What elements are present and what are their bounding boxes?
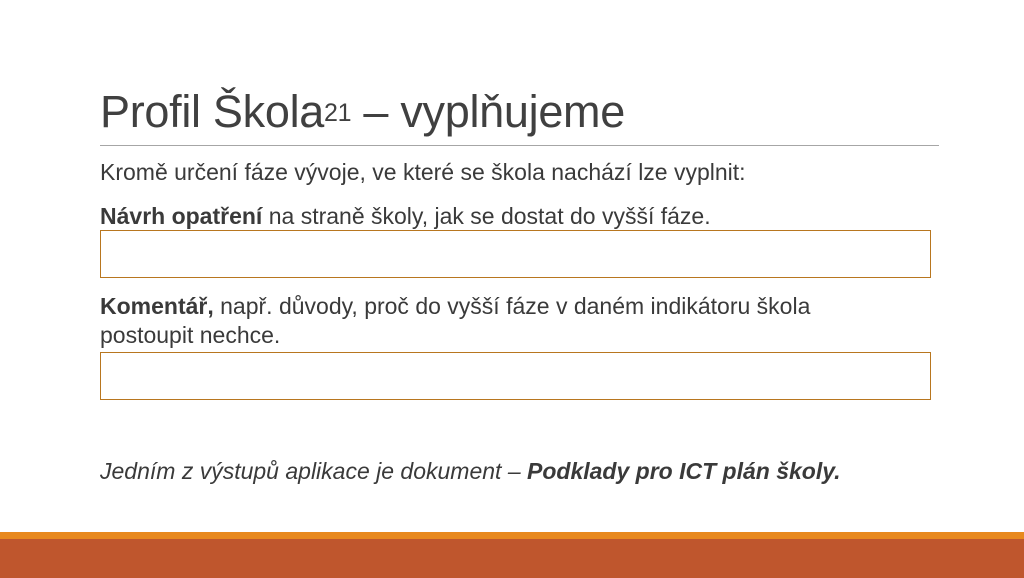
slide-title: [100, 84, 625, 140]
measure-input-box[interactable]: [100, 230, 931, 278]
footer-accent-band: [0, 532, 1024, 539]
title-superscript: 21: [324, 99, 352, 127]
measure-label: [100, 202, 711, 231]
output-note-bold: Podklady pro ICT plán školy.: [527, 458, 841, 484]
title-main: Profil Škola: [100, 86, 324, 137]
comment-label-rest-1: např. důvody, proč do vyšší fáze v daném indikátoru škola: [213, 293, 811, 319]
measure-label-rest: na straně školy, jak se dostat do vyšší fáze.: [262, 203, 711, 229]
output-note: [100, 457, 841, 486]
comment-label-rest-2: postoupit nechce.: [100, 322, 281, 348]
comment-label: [100, 292, 810, 350]
comment-label-bold: Komentář,: [100, 293, 214, 319]
title-divider: [100, 145, 939, 146]
measure-label-bold: Návrh opatření: [100, 203, 263, 229]
title-rest: – vyplňujeme: [351, 86, 625, 137]
output-note-text: Jedním z výstupů aplikace je dokument –: [100, 458, 528, 484]
footer-band: [0, 539, 1024, 578]
intro-text: Kromě určení fáze vývoje, ve které se škola nachází lze vyplnit:: [100, 159, 746, 185]
comment-input-box[interactable]: [100, 352, 931, 400]
